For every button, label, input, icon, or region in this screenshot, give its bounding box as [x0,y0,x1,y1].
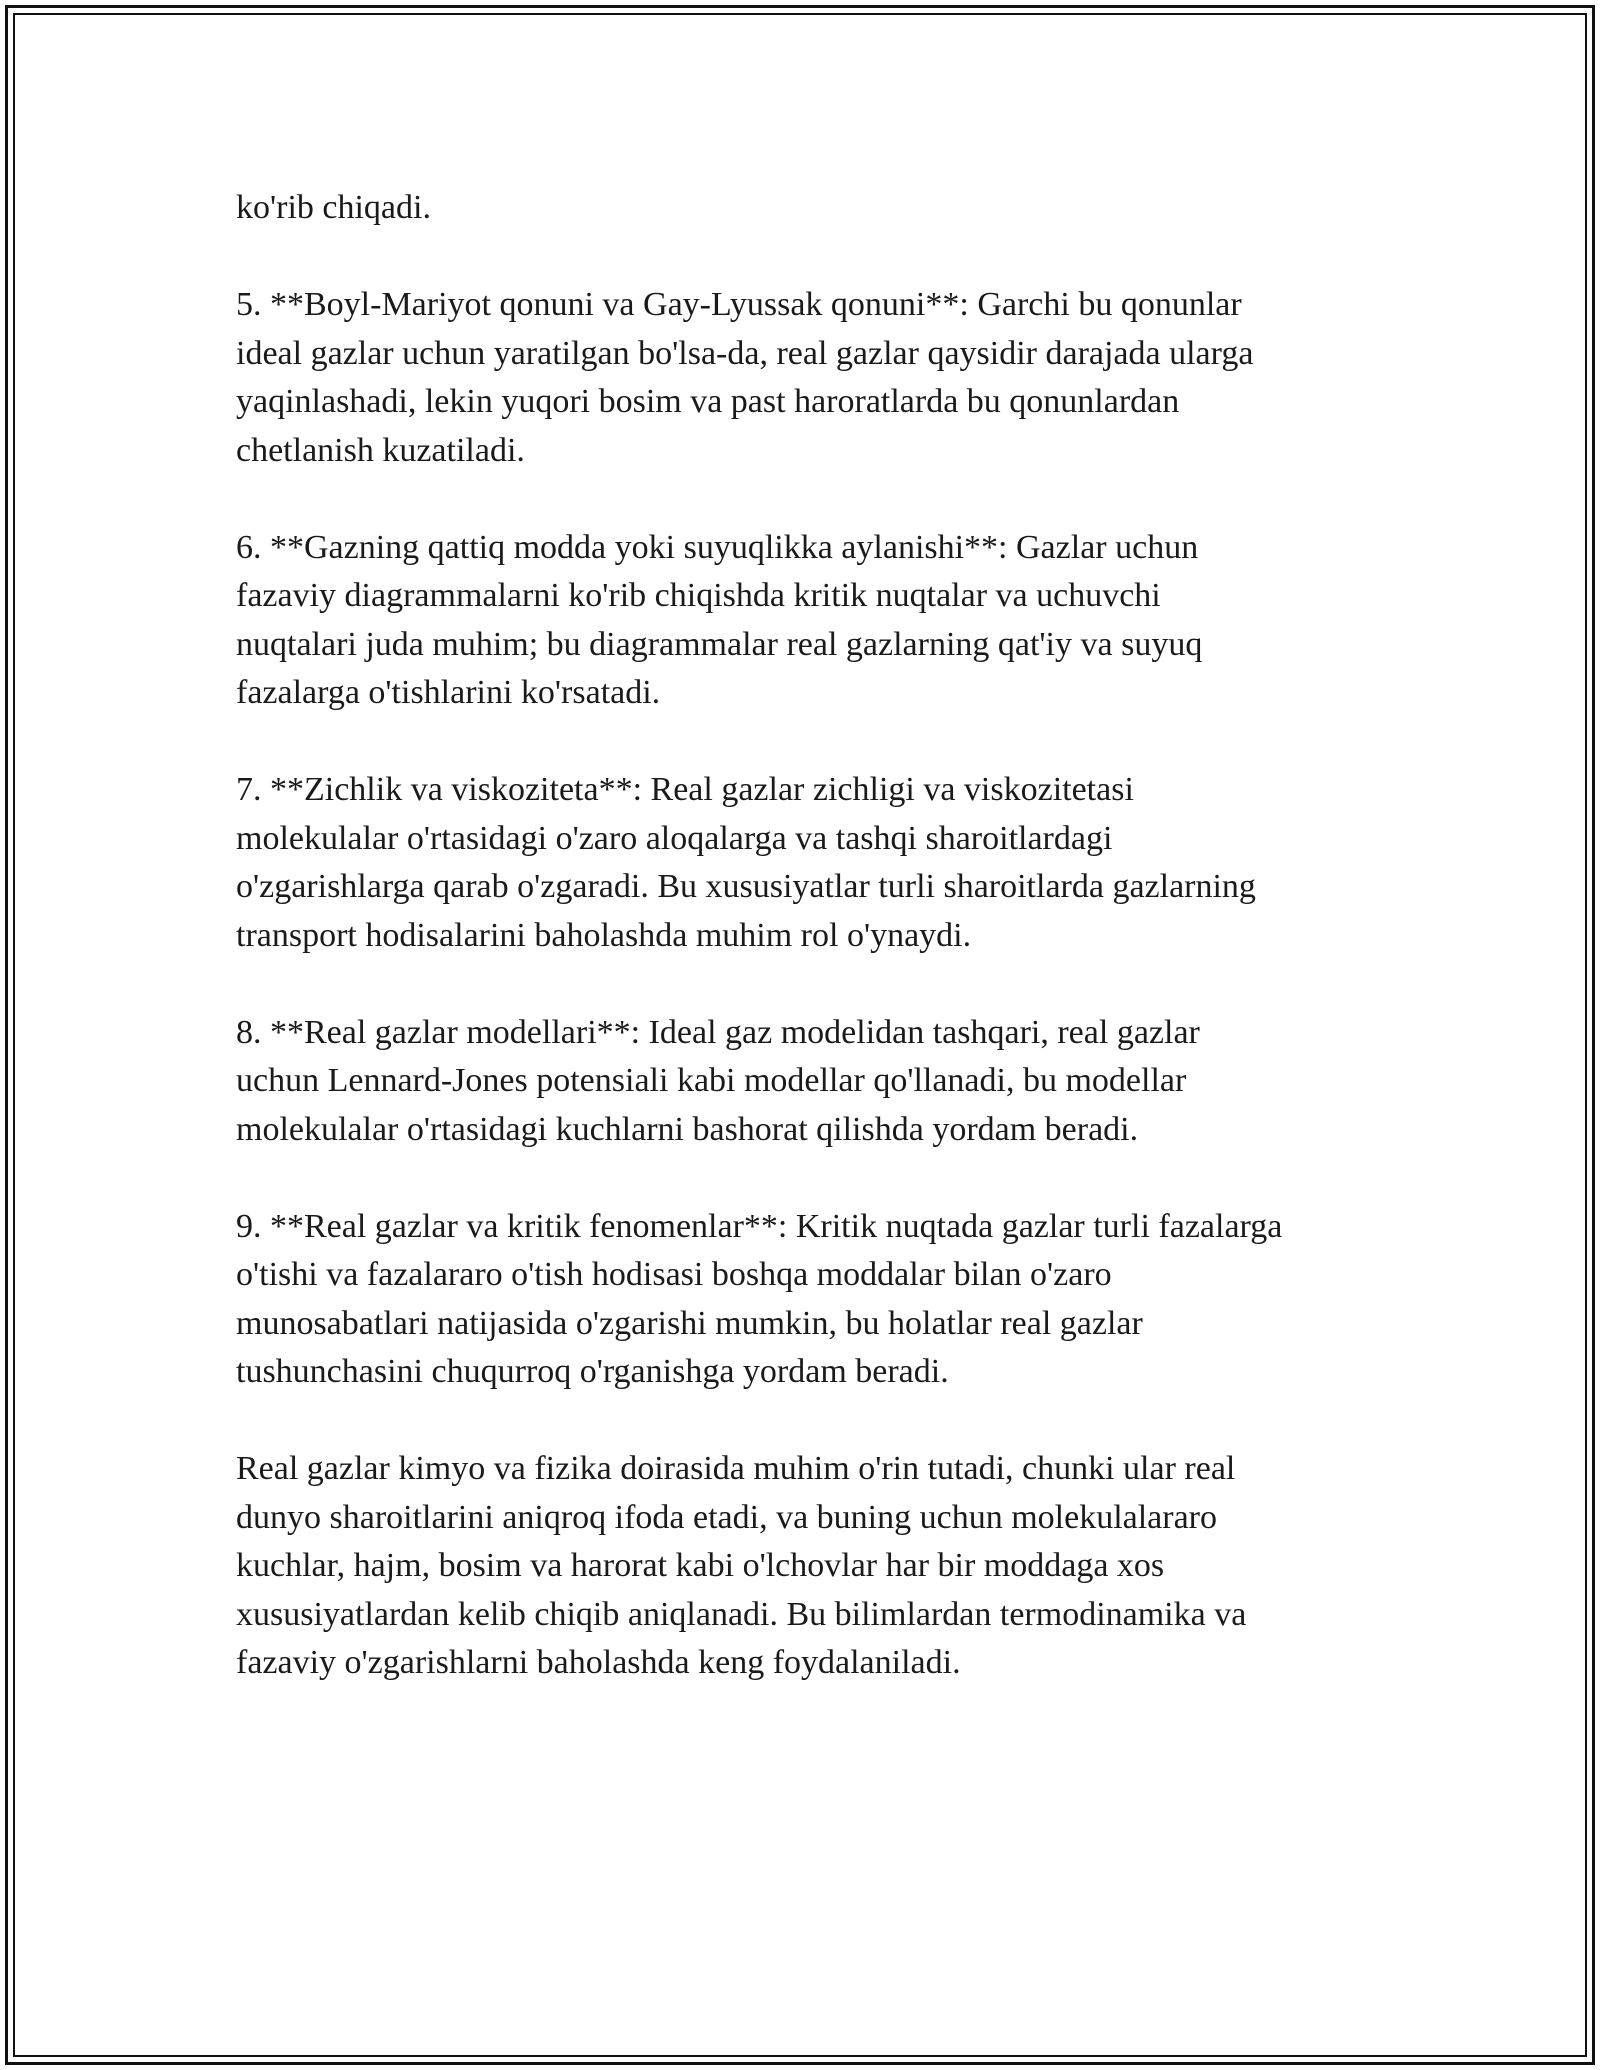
conclusion-paragraph: Real gazlar kimyo va fizika doirasida muhim o'rin tutadi, chunki ular real dunyo sharoitlarini aniqroq ifoda etadi, va buning uchun molekulalararo kuchlar, hajm, bosim va harorat kabi o'lchovlar har bir moddaga xos xususiyatlardan kelib chiqib aniqlanadi. Bu bilimlardan termodinamika va fazaviy o'zgarishlarni baholashda keng foydalaniladi. [236,1450,1247,1681]
document-body [236,184,1386,1736]
list-item-9: 9. **Real gazlar va kritik fenomenlar**: Kritik nuqtada gazlar turli fazalarga o'tishi va fazalararo o'tish hodisasi boshqa moddalar bilan o'zaro munosabatlari natijasida o'zgarishi mumkin, bu holatlar real gazlar tushunchasini chuqurroq o'rganishga yordam beradi. [236,1207,1283,1390]
list-item-7: 7. **Zichlik va viskoziteta**: Real gazlar zichligi va viskozitetasi molekulalar o'rtasidagi o'zaro aloqalarga va tashqi sharoitlardagi o'zgarishlarga qarab o'zgaradi. Bu xususiyatlar turli sharoitlarda gazlarning transport hodisalarini baholashda muhim rol o'ynaydi. [236,771,1256,954]
list-item-5: 5. **Boyl-Mariyot qonuni va Gay-Lyussak qonuni**: Garchi bu qonunlar ideal gazlar uchun yaratilgan bo'lsa-da, real gazlar qaysidir darajada ularga yaqinlashadi, lekin yuqori bosim va past haroratlarda bu qonunlardan chetlanish kuzatiladi. [236,286,1254,469]
list-item-8: 8. **Real gazlar modellari**: Ideal gaz modelidan tashqari, real gazlar uchun Lennard-Jones potensiali kabi modellar qo'llanadi, bu modellar molekulalar o'rtasidagi kuchlarni bashorat qilishda yordam beradi. [236,1013,1200,1148]
list-item-6: 6. **Gazning qattiq modda yoki suyuqlikka aylanishi**: Gazlar uchun fazaviy diagrammalarni ko'rib chiqishda kritik nuqtalar va uchuvchi nuqtalari juda muhim; bu diagrammalar real gazlarning qat'iy va suyuq fazalarga o'tishlarini ko'rsatadi. [236,528,1203,711]
paragraph-continuation: ko'rib chiqadi. [236,189,431,226]
